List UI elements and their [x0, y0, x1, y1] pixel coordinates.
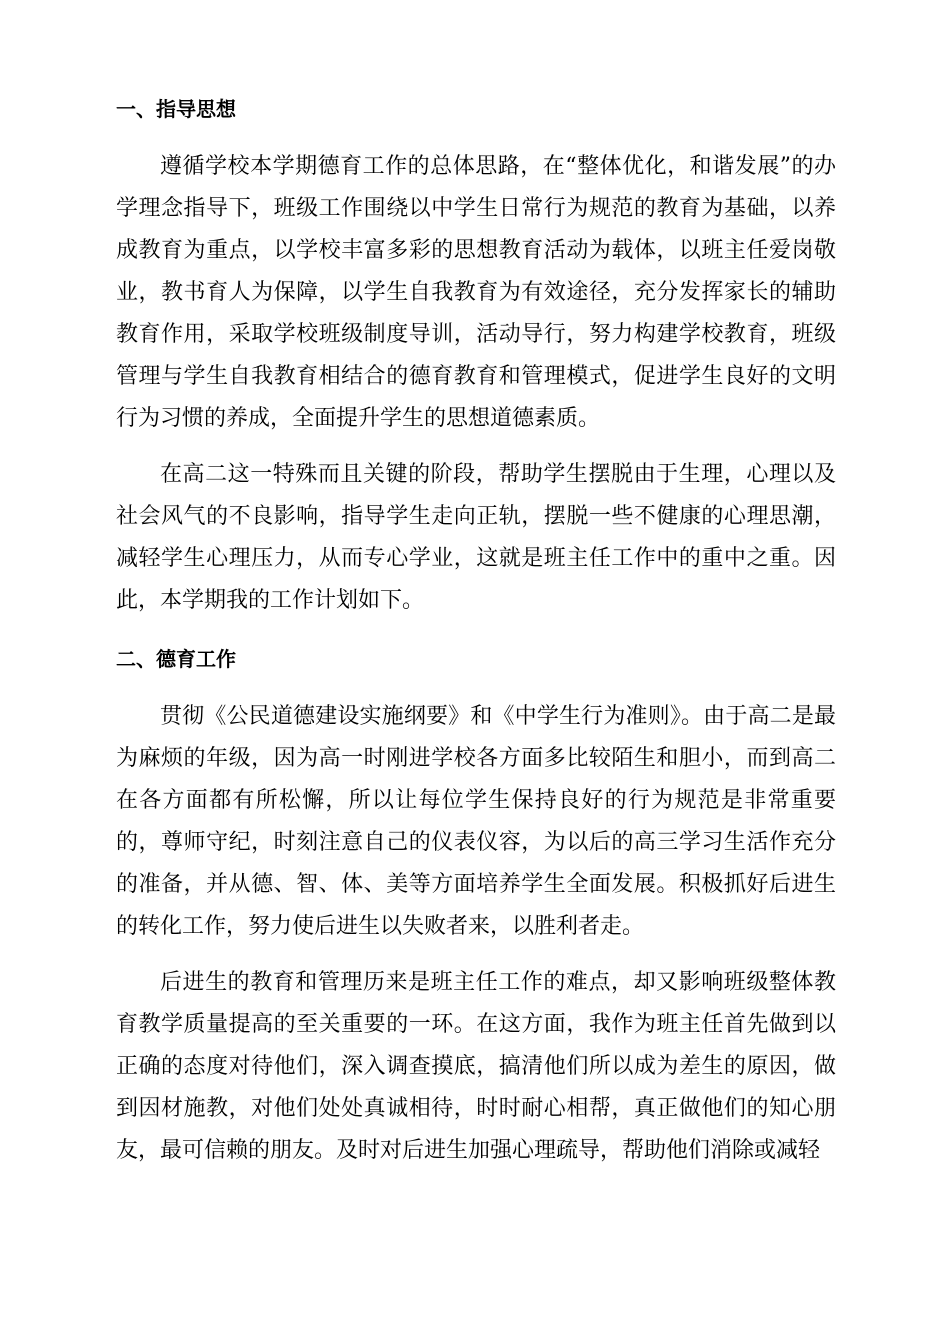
document-page [116, 88, 836, 1172]
paragraph: 在高二这一特殊而且关键的阶段，帮助学生摆脱由于生理，心理以及社会风气的不良影响，指导学生走向正轨，摆脱一些不健康的心理思潮，减轻学生心理压力，从而专心学业，这就是班主任工作中的重中之重。因此，本学期我的工作计划如下。 [116, 462, 836, 613]
paragraph: 贯彻《公民道德建设实施纲要》和《中学生行为准则》。由于高二是最为麻烦的年级，因为高一时刚进学校各方面多比较陌生和胆小，而到高二在各方面都有所松懈，所以让每位学生保持良好的行为规范是非常重要的，尊师守纪，时刻注意自己的仪表仪容，为以后的高三学习生活作充分的准备，并从德、智、体、美等方面培养学生全面发展。积极抓好后进生的转化工作，努力使后进生以失败者来，以胜利者走。 [116, 704, 836, 939]
section-heading-moral-education: 二、德育工作 [116, 647, 236, 671]
section-heading-guiding-ideology: 一、指导思想 [116, 97, 236, 121]
paragraph: 后进生的教育和管理历来是班主任工作的难点，却又影响班级整体教育教学质量提高的至关重要的一环。在这方面，我作为班主任首先做到以正确的态度对待他们，深入调查摸底，搞清他们所以成为差生的原因，做到因材施教，对他们处处真诚相待，时时耐心相帮，真正做他们的知心朋友，最可信赖的朋友。及时对后进生加强心理疏导，帮助他们消除或减轻 [116, 970, 836, 1163]
paragraph: 遵循学校本学期德育工作的总体思路，在“整体优化，和谐发展”的办学理念指导下，班级工作围绕以中学生日常行为规范的教育为基础，以养成教育为重点，以学校丰富多彩的思想教育活动为载体，以班主任爱岗敬业，教书育人为保障，以学生自我教育为有效途径，充分发挥家长的辅助教育作用，采取学校班级制度导训，活动导行，努力构建学校教育，班级管理与学生自我教育相结合的德育教育和管理模式，促进学生良好的文明行为习惯的养成，全面提升学生的思想道德素质。 [116, 154, 836, 431]
